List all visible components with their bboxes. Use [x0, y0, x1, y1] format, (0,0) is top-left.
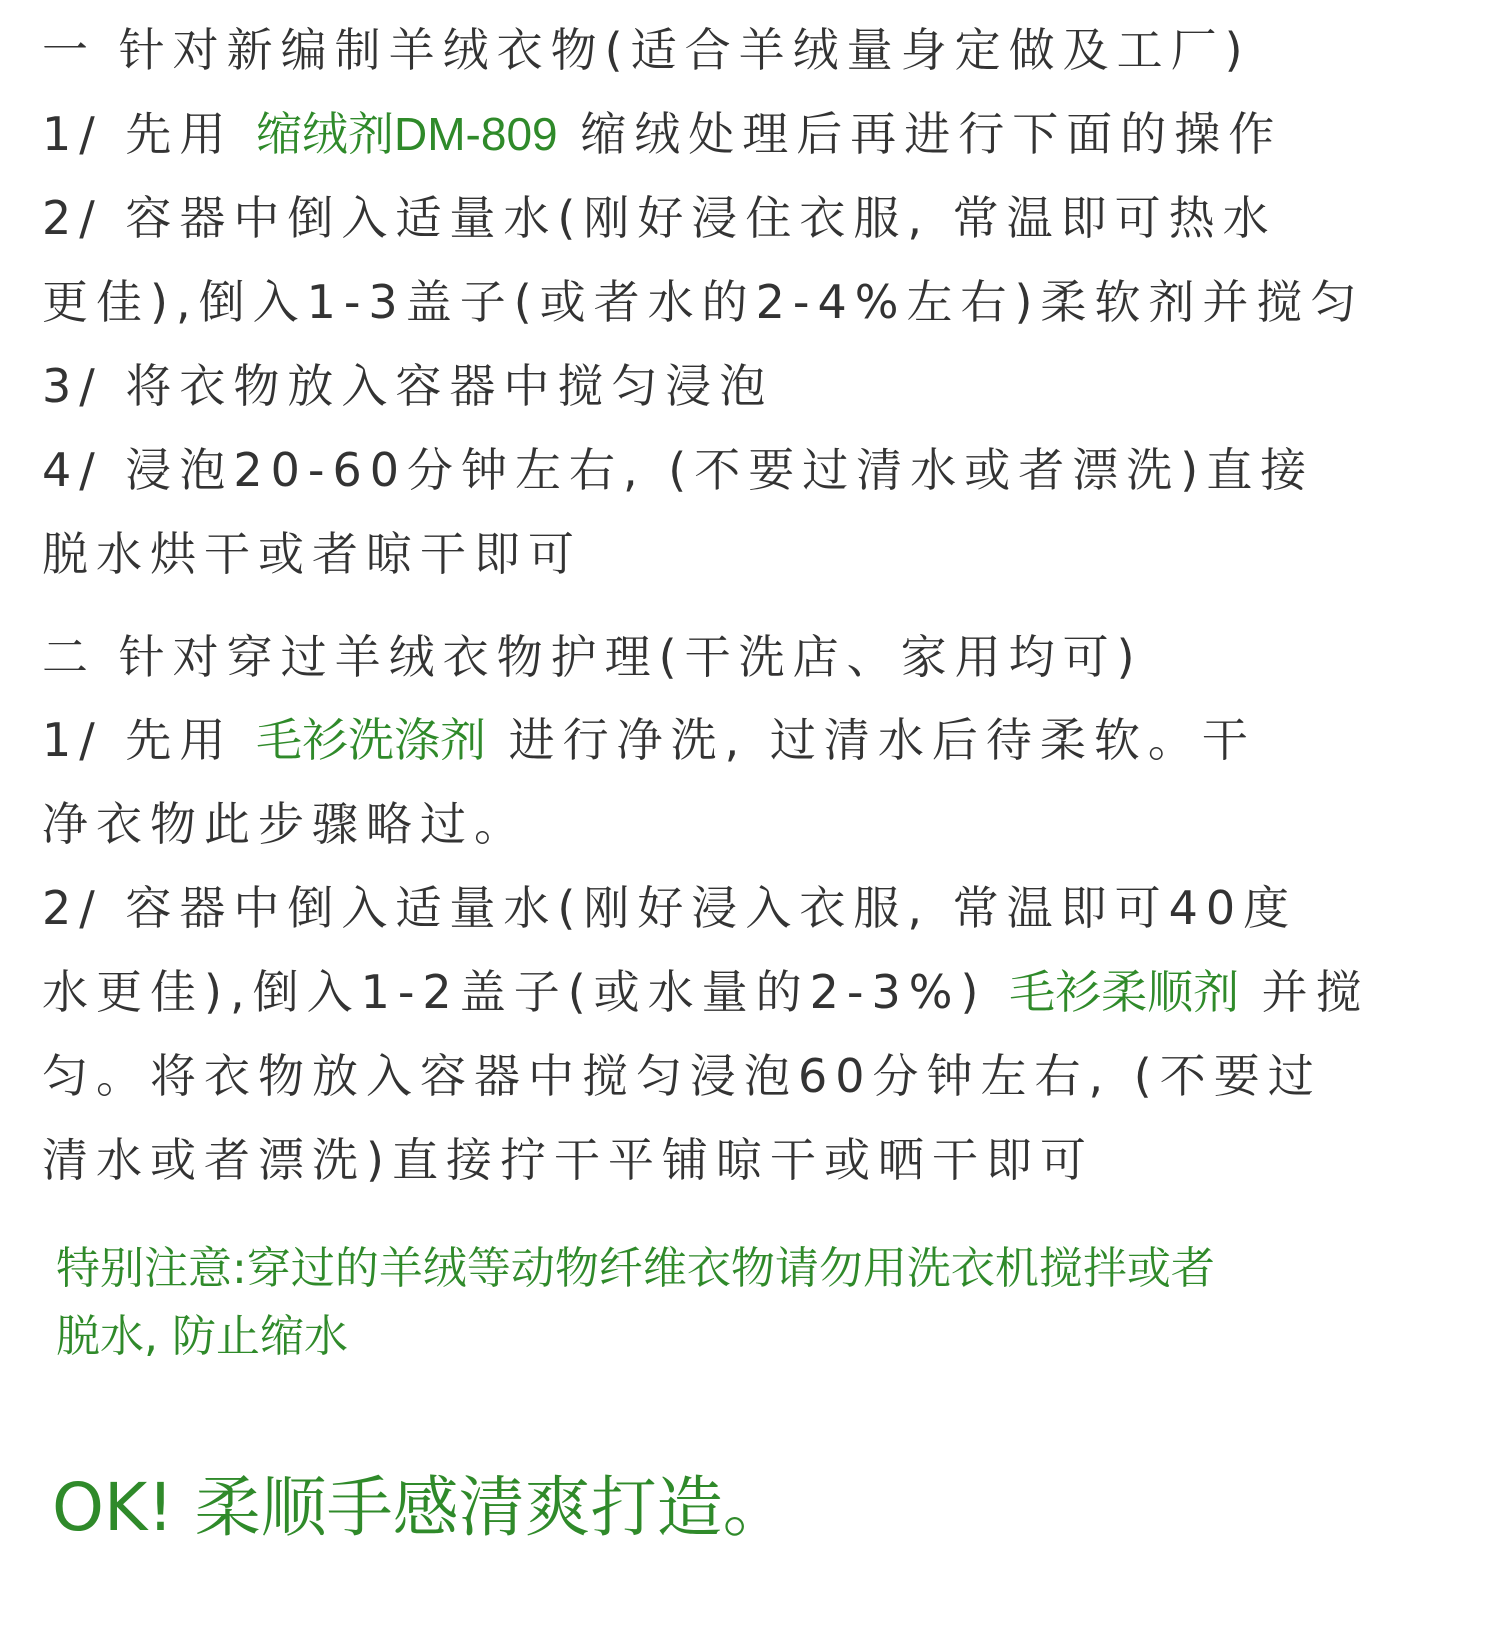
section2-step2-line2	[42, 962, 1462, 1022]
section2-heading: 二 针对穿过羊绒衣物护理(干洗店、家用均可)	[42, 630, 1143, 684]
section2-step2-line4: 清水或者漂洗)直接拧干平铺晾干或晒干即可	[42, 1133, 1094, 1187]
section2-step1-prefix: 1/ 先用	[42, 713, 257, 767]
product-name-sweater-softener: 毛衫柔顺剂	[1009, 966, 1240, 1018]
section1-step4-line1: 4/ 浸泡20-60分钟左右, (不要过清水或者漂洗)直接	[42, 443, 1315, 497]
product-name-sweater-detergent: 毛衫洗涤剂	[256, 714, 487, 766]
section1-step2-line2: 更佳),倒入1-3盖子(或者水的2-4%左右)柔软剂并搅匀	[42, 275, 1365, 329]
section1-step3: 3/ 将衣物放入容器中搅匀浸泡	[42, 359, 774, 413]
section1-step4-line2: 脱水烘干或者晾干即可	[42, 527, 582, 581]
section1-step1	[42, 104, 1462, 164]
section2-step2-line1: 2/ 容器中倒入适量水(刚好浸入衣服, 常温即可40度	[42, 881, 1298, 935]
section1-step1-prefix: 1/ 先用	[42, 107, 257, 161]
special-note-line2: 脱水, 防止缩水	[56, 1311, 348, 1362]
product-name-dm809: 缩绒剂DM-809	[256, 108, 558, 160]
section1-heading: 一 针对新编制羊绒衣物(适合羊绒量身定做及工厂)	[42, 23, 1251, 77]
closing-slogan: OK! 柔顺手感清爽打造。	[52, 1469, 789, 1546]
section1-step1-suffix: 缩绒处理后再进行下面的操作	[557, 107, 1283, 161]
special-note-line1: 特别注意:穿过的羊绒等动物纤维衣物请勿用洗衣机搅拌或者	[56, 1243, 1215, 1294]
section2-step2-line3: 匀。将衣物放入容器中搅匀浸泡60分钟左右, (不要过	[42, 1049, 1322, 1103]
section1-step2-line1: 2/ 容器中倒入适量水(刚好浸住衣服, 常温即可热水	[42, 191, 1277, 245]
section2-step2-line2-prefix: 水更佳),倒入1-2盖子(或水量的2-3%)	[42, 965, 1010, 1019]
section2-step1	[42, 710, 1462, 770]
section2-step1-line2: 净衣物此步骤略过。	[42, 797, 528, 851]
section2-step1-suffix: 进行净洗, 过清水后待柔软。干	[486, 713, 1256, 767]
section2-step2-line2-suffix: 并搅	[1239, 965, 1370, 1019]
